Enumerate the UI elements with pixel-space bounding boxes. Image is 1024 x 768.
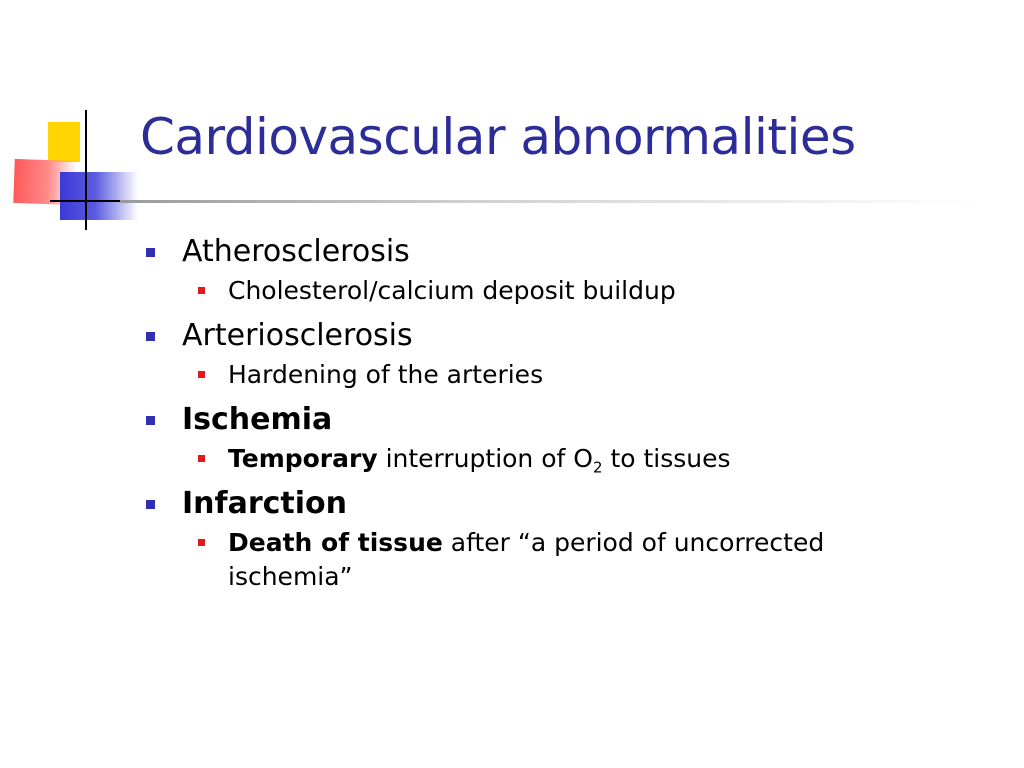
list-item-label: Arteriosclerosis [182,318,413,353]
sub-bullet-square-icon [198,371,205,378]
slide-title: Cardiovascular abnormalities [140,108,856,166]
sub-item-text: Cholesterol/calcium deposit buildup [228,276,676,305]
sub-bullet-square-icon [198,287,205,294]
bullet-square-icon [146,248,155,257]
sub-item-text-part: after “a period of uncorrected ischemia” [228,528,825,591]
bullet-square-icon [146,332,155,341]
sub-item-text [228,442,948,476]
decorative-logo [0,0,140,240]
logo-vertical-line [85,110,87,230]
list-item-atherosclerosis [146,232,996,272]
sub-item-text: Hardening of the arteries [228,360,544,389]
list-item-infarction [146,484,996,524]
sub-bullet-square-icon [198,455,205,462]
sub-item-text [228,526,948,594]
list-item-ischemia [146,400,996,440]
logo-blue-square [60,172,138,220]
sub-item-atherosclerosis [146,274,996,308]
sub-item-infarction [146,526,996,594]
sub-item-ischemia [146,442,996,476]
emphasis-text: Death of tissue [228,528,443,557]
list-item-label: Atherosclerosis [182,234,410,269]
subscript-text: 2 [592,458,603,477]
sub-item-text-part: interruption of O [377,444,593,473]
list-item-label: Infarction [182,486,347,521]
bullet-list [146,232,996,594]
title-divider [120,200,980,203]
list-item-label: Ischemia [182,402,333,437]
bullet-square-icon [146,500,155,509]
logo-yellow-square [48,122,80,162]
sub-item-text-part: to tissues [602,444,731,473]
list-item-arteriosclerosis [146,316,996,356]
emphasis-text: Temporary [228,444,378,473]
sub-item-arteriosclerosis [146,358,996,392]
bullet-square-icon [146,416,155,425]
sub-bullet-square-icon [198,539,205,546]
